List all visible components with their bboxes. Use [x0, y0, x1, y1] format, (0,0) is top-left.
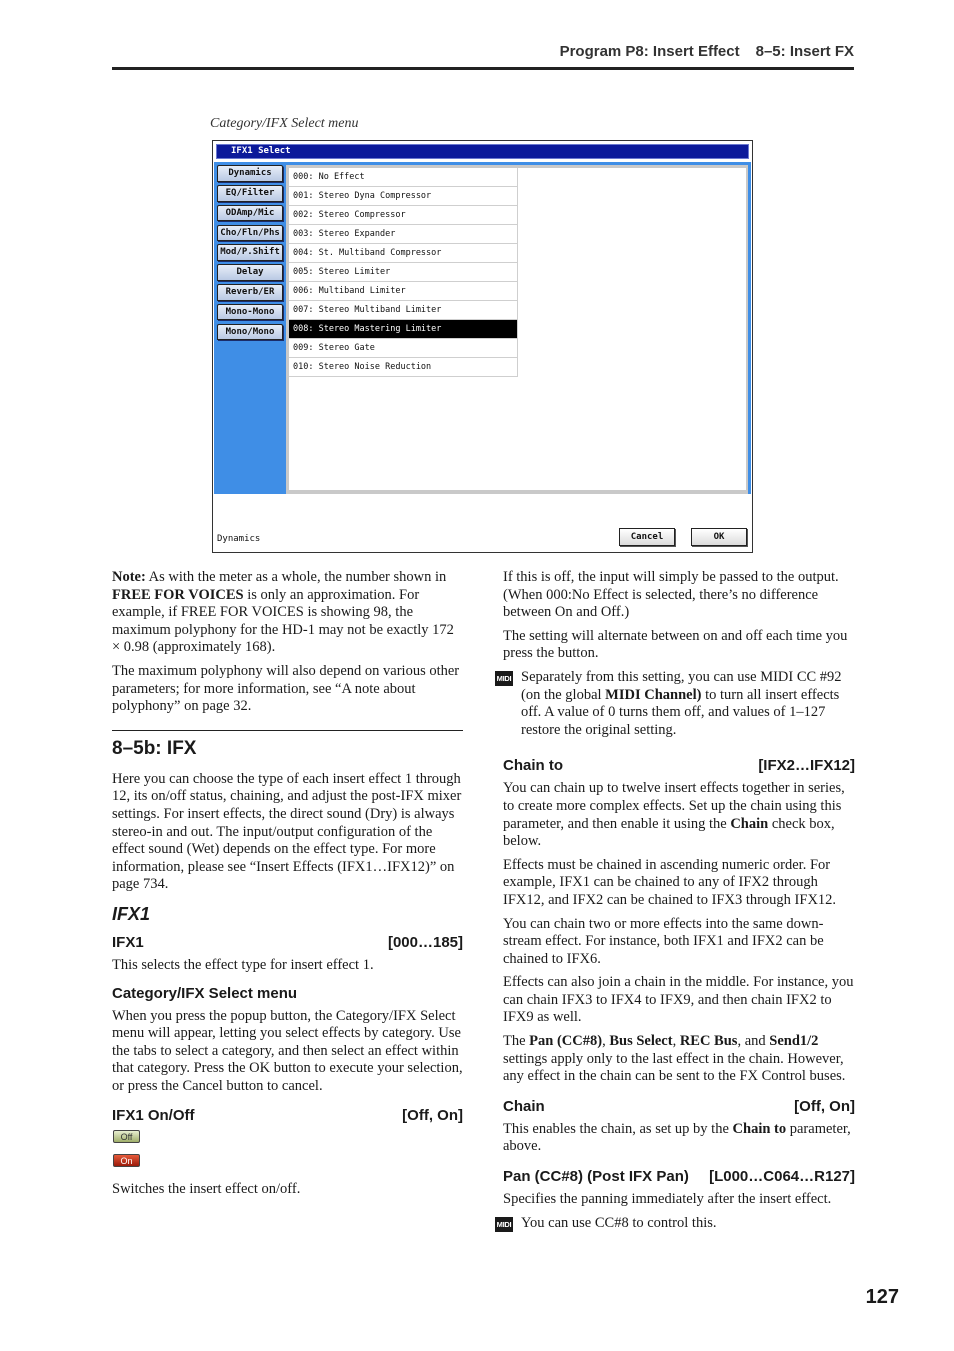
- effect-list-item[interactable]: 007: Stereo Multiband Limiter: [289, 301, 518, 320]
- effect-list-item[interactable]: 001: Stereo Dyna Compressor: [289, 187, 518, 206]
- onoff-description: Switches the insert effect on/off.: [112, 1181, 301, 1198]
- ifx1-description: This selects the effect type for insert effect 1.: [112, 956, 374, 973]
- right-column: [496, 569, 855, 1238]
- effect-list: [289, 168, 746, 490]
- chain-description: This enables the chain, as set up by the Chain to parameter, above.: [503, 1120, 851, 1155]
- header-subsection: 8–5: Insert FX: [755, 43, 854, 60]
- effect-list-item[interactable]: 004: St. Multiband Compressor: [289, 244, 518, 263]
- category-tabs: [217, 162, 283, 340]
- effect-list-item[interactable]: 003: Stereo Expander: [289, 225, 518, 244]
- polyphony-paragraph: The maximum polyphony will also depend on various other parameters; for more information, see “A note about polyphony” on page 32.: [112, 662, 460, 715]
- category-tab[interactable]: EQ/Filter: [217, 185, 283, 202]
- midi-icon: MIDI: [495, 1217, 513, 1232]
- left-column: [112, 569, 463, 1205]
- section-title: 8–5b: IFX: [112, 737, 197, 759]
- ok-button[interactable]: OK: [691, 528, 747, 546]
- effect-list-item[interactable]: 008: Stereo Mastering Limiter: [289, 320, 518, 339]
- cancel-button[interactable]: Cancel: [619, 528, 675, 546]
- chain-to-p1: You can chain up to twelve insert effects together in series, to create more complex effects. Set up the chain using this parameter, and then enable it using the Chain check box, below.: [503, 780, 845, 850]
- param-chain: Chain [Off, On]: [503, 1097, 855, 1115]
- page-number: 127: [865, 1286, 899, 1308]
- midi-icon: MIDI: [495, 671, 513, 686]
- chain-to-p3: You can chain two or more effects into the same down-stream effect. For instance, both IFX1 and IFX2 can be chained to IFX6.: [503, 915, 824, 967]
- dialog-body: [214, 162, 751, 494]
- effect-list-item[interactable]: 009: Stereo Gate: [289, 339, 518, 358]
- dialog-status: Dynamics: [217, 534, 261, 544]
- onoff-detail: If this is off, the input will simply be passed to the output. (When 000:No Effect is selected, there’s no difference between On and Off.): [503, 569, 839, 621]
- dialog-title: IFX1 Select: [216, 144, 749, 159]
- param-chain-to: Chain to [IFX2…IFX12]: [503, 757, 855, 775]
- ifx-select-dialog: [212, 140, 753, 553]
- running-header: [560, 43, 854, 61]
- category-tab[interactable]: Dynamics: [217, 165, 283, 182]
- category-tab[interactable]: Reverb/ER: [217, 284, 283, 301]
- effect-list-item[interactable]: 000: No Effect: [289, 168, 518, 187]
- figure-caption: Category/IFX Select menu: [210, 116, 359, 131]
- category-tab[interactable]: Mono/Mono: [217, 324, 283, 341]
- category-tab[interactable]: Delay: [217, 264, 283, 281]
- midi-note-1: MIDI Separately from this setting, you can use MIDI CC #92 (on the global MIDI Channel) to turn all insert effects off. A value of 0 turns them off, and values of 1–127 restore the original setting.: [496, 668, 842, 738]
- effect-list-item[interactable]: 005: Stereo Limiter: [289, 263, 518, 282]
- note-paragraph: Note: As with the meter as a whole, the number shown in FREE FOR VOICES is only an approximation. For example, if FREE FOR VOICES is showing 98, the maximum polyphony for the HD-1 may not be exactly 172 × 0.98 (approximately 168).: [112, 569, 454, 656]
- off-button-icon: Off: [113, 1130, 140, 1143]
- menu-heading: Category/IFX Select menu: [112, 984, 298, 1002]
- category-tab[interactable]: Mono-Mono: [217, 304, 283, 321]
- header-rule: [112, 67, 854, 70]
- chain-to-p5: The Pan (CC#8), Bus Select, REC Bus, and Send1/2 settings apply only to the last effect in the chain. However, any effect in the chain can be sent to the FX Control buses.: [503, 1033, 846, 1085]
- on-button-icon: On: [113, 1154, 140, 1167]
- effect-list-item[interactable]: 002: Stereo Compressor: [289, 206, 518, 225]
- onoff-toggle-note: The setting will alternate between on and off each time you press the button.: [503, 627, 848, 662]
- subsection-title: IFX1: [112, 903, 151, 924]
- menu-description: When you press the popup button, the Category/IFX Select menu will appear, letting you select effects by category. Use the tabs to select a category, and then select an effect within that category. Press the OK button to execute your selection, or press the Cancel button to cancel.: [112, 1007, 463, 1094]
- param-ifx1-onoff: IFX1 On/Off [Off, On]: [112, 1107, 463, 1125]
- effect-list-item[interactable]: 010: Stereo Noise Reduction: [289, 358, 518, 377]
- category-tab[interactable]: ODAmp/Mic: [217, 205, 283, 222]
- param-ifx1: IFX1 [000…185]: [112, 933, 463, 951]
- pan-description: Specifies the panning immediately after the insert effect.: [503, 1191, 832, 1208]
- midi-note-2: MIDI You can use CC#8 to control this.: [496, 1214, 717, 1231]
- param-pan: Pan (CC#8) (Post IFX Pan) [L000…C064…R127]: [503, 1168, 855, 1186]
- section-intro: Here you can choose the type of each insert effect 1 through 12, its on/off status, chaining, and adjust the post-IFX mixer settings. For insert effects, the direct sound (Dry) is always stereo-in and out. The input/output configuration of the effect sound (Wet) depends on the effect type. For more information, please see “Insert Effects (IFX1…IFX12)” on page 734.: [112, 770, 462, 893]
- category-tab[interactable]: Mod/P.Shift: [217, 244, 283, 261]
- section-rule: [112, 730, 463, 731]
- chain-to-p4: Effects can also join a chain in the middle. For instance, you can chain IFX3 to IFX4 to IFX9, and then chain IFX2 to IFX9 as well.: [503, 974, 854, 1026]
- category-tab[interactable]: Cho/Fln/Phs: [217, 225, 283, 242]
- effect-list-item[interactable]: 006: Multiband Limiter: [289, 282, 518, 301]
- header-section-title: Program P8: Insert Effect: [559, 43, 740, 60]
- chain-to-p2: Effects must be chained in ascending numeric order. For example, IFX1 can be chained to any of IFX2 through IFX12, and IFX2 can be chained to IFX3 through IFX12.: [503, 856, 837, 908]
